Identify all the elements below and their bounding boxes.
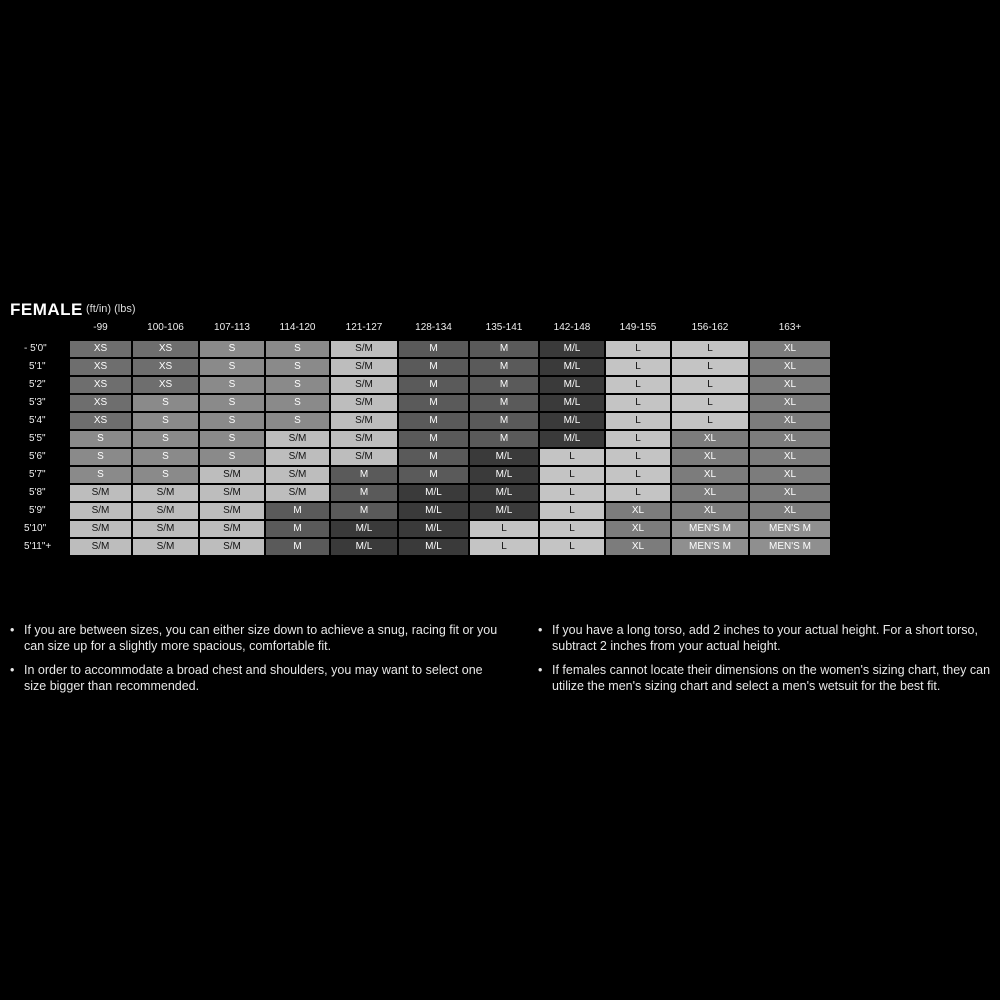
column-header: 128-134 [415,322,452,333]
size-cell: S/M [70,503,131,519]
size-cell: M/L [540,431,604,447]
size-cell: MEN'S M [672,539,748,555]
size-cell: L [606,377,670,393]
size-cell: L [540,449,604,465]
size-cell: XL [750,503,830,519]
size-cell: XS [133,359,198,375]
size-cell: M/L [540,341,604,357]
size-cell: S [200,413,264,429]
note-item [538,622,993,654]
size-cell: M [470,341,538,357]
size-cell: S [266,377,329,393]
size-cell: L [672,413,748,429]
row-header: 5'3" [29,397,46,408]
bullet: • [538,623,543,637]
size-cell: L [606,395,670,411]
size-cell: S [266,413,329,429]
row-header: 5'1" [29,361,46,372]
column-header: 135-141 [485,322,523,333]
size-cell: S/M [331,449,397,465]
size-cell: S/M [133,485,198,501]
size-cell: L [540,503,604,519]
size-cell: XL [672,467,748,483]
size-cell: MEN'S M [750,539,830,555]
size-cell: XS [133,341,198,357]
row-header: 5'6" [29,451,46,462]
size-cell: M/L [399,521,468,537]
size-cell: M [399,431,468,447]
size-cell: XS [70,341,131,357]
size-cell: S/M [70,521,131,537]
size-cell: S/M [331,359,397,375]
size-cell: M [470,377,538,393]
size-cell: XL [750,413,830,429]
size-cell: XL [672,431,748,447]
column-header: -99 [93,322,108,333]
size-cell: M [470,431,538,447]
size-cell: L [470,521,538,537]
size-cell: L [606,341,670,357]
size-cell: XL [750,359,830,375]
size-cell: S [70,467,131,483]
size-cell: L [540,539,604,555]
size-cell: S/M [200,521,264,537]
size-cell: M/L [540,413,604,429]
size-cell: XL [750,467,830,483]
size-cell: XL [750,431,830,447]
size-cell: S/M [70,539,131,555]
note-text: If you are between sizes, you can either size down to achieve a snug, racing fit or you can size up for a slightly more spacious, comfortable fit. [24,623,498,653]
size-cell: MEN'S M [672,521,748,537]
size-cell: M/L [331,521,397,537]
notes-left [10,622,505,702]
size-cell: L [606,485,670,501]
row-header: 5'2" [29,379,46,390]
size-cell: S [70,449,131,465]
size-cell: L [672,359,748,375]
size-cell: L [540,521,604,537]
bullet: • [10,623,15,637]
column-header: 163+ [778,322,802,333]
size-cell: L [672,377,748,393]
size-cell: S [200,395,264,411]
size-cell: XS [133,377,198,393]
column-header: 100-106 [147,322,184,333]
size-cell: M [331,503,397,519]
size-cell: S [200,449,264,465]
column-header: 107-113 [214,322,250,333]
size-cell: L [672,341,748,357]
note-text: In order to accommodate a broad chest and shoulders, you may want to select one size bigger than recommended. [24,663,483,693]
size-cell: S [200,431,264,447]
size-cell: L [606,467,670,483]
size-cell: XL [750,485,830,501]
size-cell: M [399,467,468,483]
size-cell: M [399,413,468,429]
size-cell: S/M [331,395,397,411]
size-cell: M [331,485,397,501]
column-header: 142-148 [553,322,591,333]
size-cell: S/M [200,467,264,483]
size-cell: L [540,467,604,483]
size-cell: S/M [331,377,397,393]
size-cell: S/M [133,503,198,519]
size-cell: M [399,359,468,375]
column-header: 114-120 [279,322,316,333]
size-cell: S [133,467,198,483]
size-cell: M [266,539,329,555]
size-cell: XL [750,395,830,411]
size-cell: S [133,431,198,447]
size-cell: XL [672,449,748,465]
size-cell: M/L [470,503,538,519]
size-cell: XL [672,503,748,519]
note-item [10,662,505,694]
note-text: If females cannot locate their dimensions on the women's sizing chart, they can utilize the men's sizing chart and select a men's wetsuit for the best fit. [552,663,991,693]
bullet: • [538,663,543,677]
size-cell: L [606,431,670,447]
column-header: 121-127 [345,322,383,333]
size-cell: M/L [470,449,538,465]
size-cell: L [672,395,748,411]
size-cell: L [606,413,670,429]
size-cell: L [470,539,538,555]
size-cell: S/M [133,539,198,555]
row-header: 5'11"+ [24,541,52,552]
size-cell: S [133,413,198,429]
size-cell: S/M [266,485,329,501]
size-cell: M [470,413,538,429]
size-cell: M [399,377,468,393]
size-cell: L [606,449,670,465]
size-cell: S/M [200,539,264,555]
size-cell: XL [606,539,670,555]
column-header: 156-162 [691,322,729,333]
row-header: 5'4" [29,415,46,426]
row-header: 5'8" [29,487,46,498]
size-cell: S [266,341,329,357]
note-item [10,622,505,654]
row-header: 5'5" [29,433,46,444]
row-header: 5'9" [29,505,46,516]
size-cell: XS [70,377,131,393]
size-cell: M [266,521,329,537]
size-cell: M/L [399,485,468,501]
size-cell: XL [606,521,670,537]
size-cell: S [70,431,131,447]
size-cell: S [266,359,329,375]
size-cell: M [470,359,538,375]
size-cell: S/M [200,503,264,519]
size-cell: M/L [470,485,538,501]
size-cell: XL [750,449,830,465]
size-cell: S/M [70,485,131,501]
size-cell: S [133,395,198,411]
size-cell: S [266,395,329,411]
size-cell: L [540,485,604,501]
size-cell: XL [672,485,748,501]
size-cell: M/L [399,539,468,555]
size-cell: M [470,395,538,411]
size-cell: M/L [399,503,468,519]
size-cell: M [331,467,397,483]
size-cell: S/M [266,449,329,465]
size-cell: M/L [540,377,604,393]
size-cell: S/M [266,467,329,483]
chart-title: FEMALE [10,300,83,319]
size-cell: S/M [200,485,264,501]
size-cell: M [399,341,468,357]
row-header: 5'10" [24,523,47,534]
size-cell: MEN'S M [750,521,830,537]
size-cell: M/L [331,539,397,555]
size-cell: M/L [540,359,604,375]
size-cell: M/L [470,467,538,483]
size-cell: S [200,341,264,357]
size-cell: S [200,359,264,375]
row-header: 5'7" [29,469,46,480]
chart-units: (ft/in) (lbs) [86,303,136,315]
size-cell: S/M [266,431,329,447]
row-header: - 5'0" [24,343,47,354]
size-cell: L [606,359,670,375]
size-cell: S [133,449,198,465]
note-text: If you have a long torso, add 2 inches to your actual height. For a short torso, subtract 2 inches from your actual height. [552,623,978,653]
column-header: 149-155 [619,322,657,333]
bullet: • [10,663,15,677]
note-item [538,662,993,694]
size-cell: XL [750,377,830,393]
size-cell: S/M [133,521,198,537]
size-cell: XS [70,413,131,429]
size-cell: S/M [331,431,397,447]
size-cell: XL [750,341,830,357]
size-cell: M [399,449,468,465]
size-cell: M/L [540,395,604,411]
size-cell: XS [70,395,131,411]
size-cell: S [200,377,264,393]
size-cell: XS [70,359,131,375]
notes-right [538,622,993,702]
size-cell: XL [606,503,670,519]
size-cell: M [266,503,329,519]
size-cell: S/M [331,341,397,357]
size-cell: S/M [331,413,397,429]
size-cell: M [399,395,468,411]
